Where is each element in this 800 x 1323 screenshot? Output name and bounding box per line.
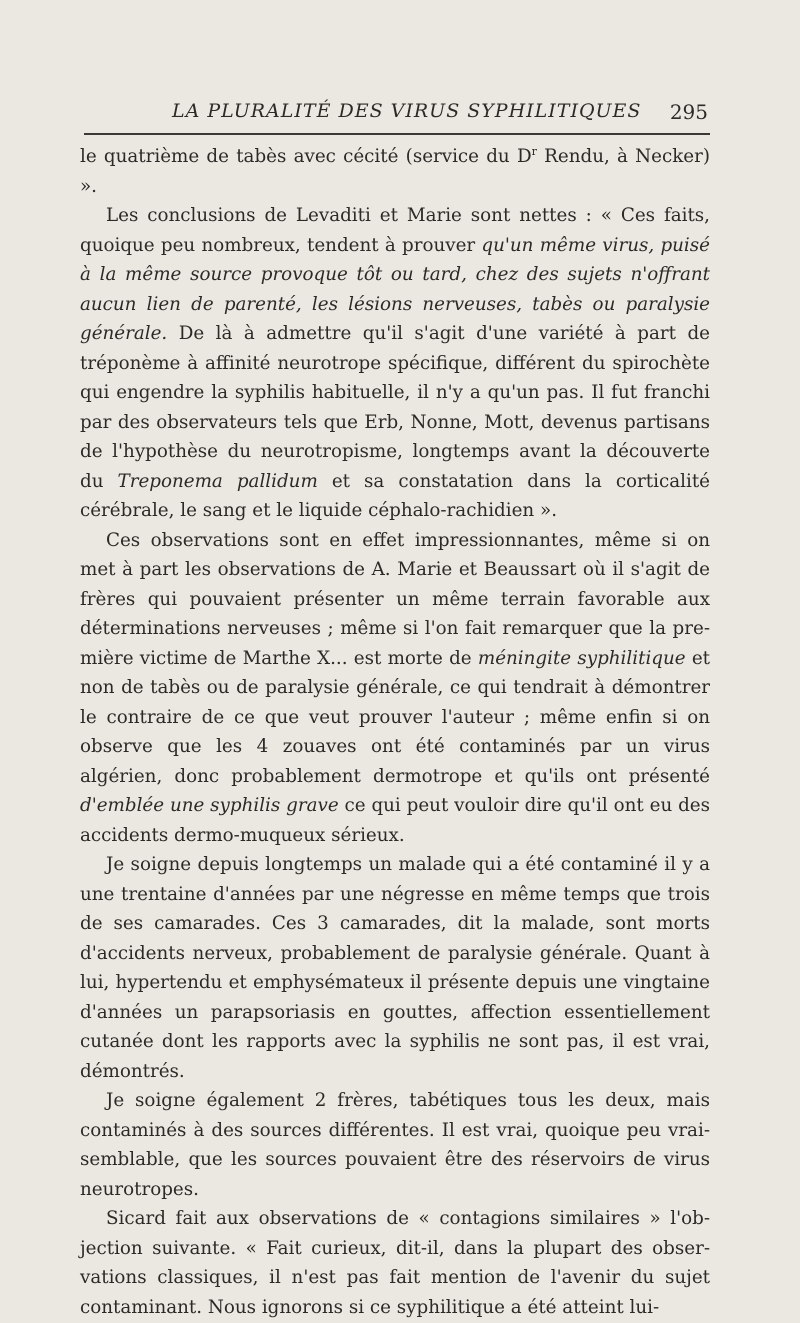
- text-run: le quatrième de tabès avec cécité (service du D: [80, 146, 532, 167]
- italic-text-run: Treponema pallidum: [117, 470, 318, 492]
- text-run: Rendu, à Necker) ».: [80, 146, 710, 197]
- text-run: Sicard fait aux observations de « contagions similaires » l'objection suivante. « Fait curieux, dit-il, dans la plupart des observations classiques, il n'est pas fait mention de l'avenir du sujet contaminant. Nous ignorons si ce syphilitique a été atteint lui-: [80, 1208, 710, 1318]
- superscript-run: r: [531, 144, 537, 158]
- header-rule: [84, 133, 710, 135]
- text-run: Ces observations sont en effet impressionnantes, même si on met à part les observations de A. Marie et Beaussart où il s'agit de frères qui pouvaient présenter un même terrain favorable aux déterminations nerveuses ; même si l'on fait remarquer que la première victime de Marthe X... est morte de: [80, 529, 710, 669]
- text-run: Je soigne depuis longtemps un malade qui a été contaminé il y a une trentaine d'années par une négresse en même temps que trois de ses camarades. Ces 3 camarades, dit la malade, sont morts d'accidents nerveux, probablement de paralysie générale. Quant à lui, hypertendu et emphysémateux il présente depuis une vingtaine d'années un parapsoriasis en gouttes, affection essentiellement cutanée dont les rapports avec la syphilis ne sont pas, il est vrai, démontrés.: [80, 854, 710, 1082]
- paragraph-sicard: [80, 1204, 710, 1322]
- text-run: ce qui peut vouloir dire qu'il ont eu des accidents dermo-muqueux sérieux.: [80, 795, 711, 846]
- text-run: et sa constatation dans la corticalité cérébrale, le sang et le liquide céphalo-rachidien ».: [80, 470, 710, 521]
- text-run: et non de tabès ou de paralysie générale, ce qui tendrait à démontrer le contraire de ce que veut prouver l'auteur ; même enfin si on observe que les 4 zouaves ont été contaminés par un virus algérien, donc probablement dermotrope et qu'ils ont présenté: [80, 647, 711, 787]
- text-run: Les conclusions de Levaditi et Marie sont nettes : « Ces faits, quoique peu nombreux, tendent à prouver: [80, 205, 710, 256]
- italic-text-run: d'emblée une syphilis grave: [80, 795, 339, 816]
- paragraph-observations: [80, 526, 710, 851]
- running-head: [84, 100, 714, 130]
- text-run: Je soigne également 2 frères, tabétiques tous les deux, mais contaminés à des sources différentes. Il est vrai, quoique peu vraisemblable, que les sources pouvaient être des réservoirs de virus neurotropes.: [80, 1090, 710, 1200]
- page-number: 295: [669, 100, 708, 124]
- paragraph-levaditi-marie: [80, 201, 710, 526]
- paragraph-freres: [80, 1086, 710, 1204]
- paragraph-continuation: [80, 142, 710, 201]
- italic-text-run: qu'un même virus, puisé à la même source provoque tôt ou tard, chez des sujets n'offrant aucun lien de parenté, les lésions nerveuses, tabès ou paralysie générale.: [80, 234, 710, 344]
- paragraph-malade: [80, 850, 710, 1086]
- body-text: [80, 142, 710, 1322]
- italic-text-run: méningite syphilitique: [477, 647, 686, 669]
- running-title: LA PLURALITÉ DES VIRUS SYPHILITIQUES: [172, 100, 642, 122]
- text-run: De là à admettre qu'il s'agit d'une variété à part de tréponème à affinité neurotrope spécifique, différent du spirochète qui engendre la syphilis habituelle, il n'y a qu'un pas. Il fut franchi par des observateurs tels que Erb, Nonne, Mott, devenus partisans de l'hypothèse du neurotropisme, longtemps avant la découverte du: [80, 323, 710, 492]
